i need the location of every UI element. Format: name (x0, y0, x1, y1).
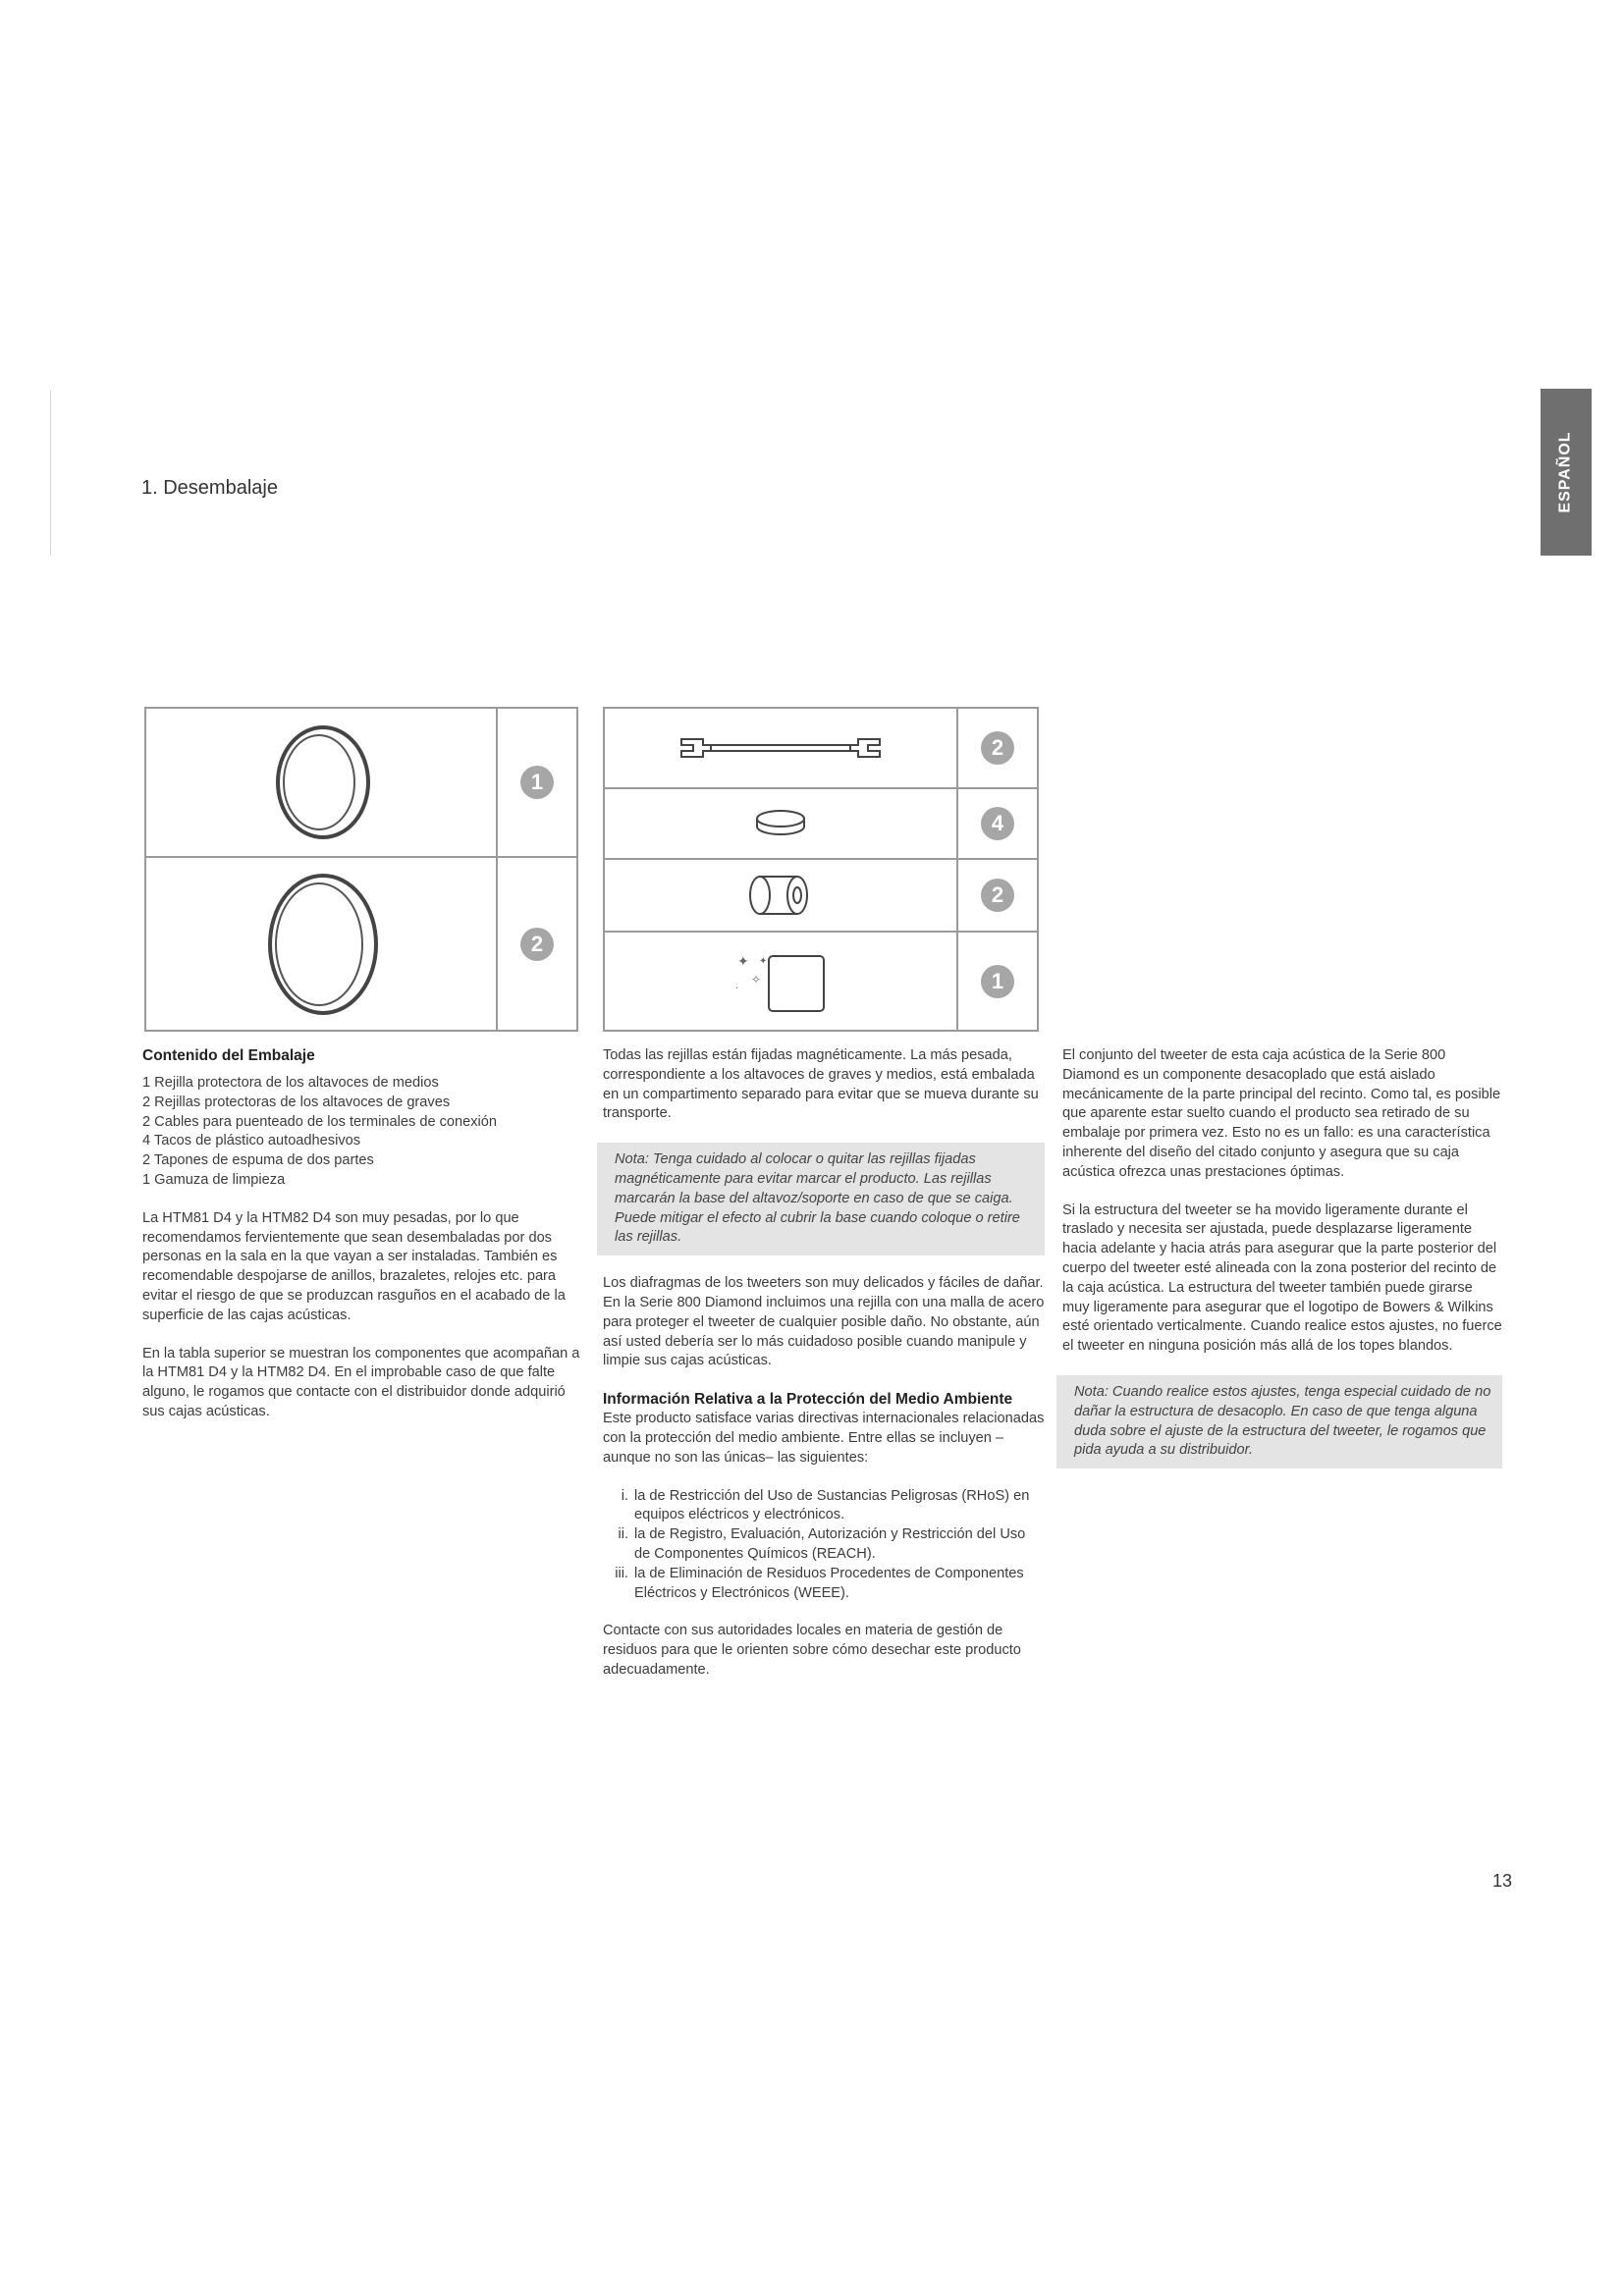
figure-count-cell (496, 858, 576, 1030)
foam-plug-icon (605, 860, 956, 931)
figure-count-cell (956, 860, 1037, 931)
page-number: 13 (1492, 1871, 1513, 1891)
column-grilles-environment (603, 1046, 1045, 1699)
environment-heading: Información Relativa a la Protección del Medio Ambiente (603, 1391, 1013, 1409)
svg-text:✦: ✦ (737, 953, 749, 970)
paragraph: El conjunto del tweeter de esta caja acústica de la Serie 800 Diamond es un componente desacoplado que está aislado mecánicamente de la parte principal del recinto. Como tal, es posible que aparente estar suelto cuando el producto sea retirado de su embalaje por primera vez. Esto no es un fallo: es una característica inherente del diseño del citado conjunto y asegura que su caja acústica ofrezca unas prestaciones óptimas. (1062, 1047, 1501, 1180)
figure-count-cell (956, 789, 1037, 858)
figure-row-cleaning-cloth (605, 933, 1037, 1030)
contents-heading: Contenido del Embalaje (142, 1047, 315, 1064)
list-number: iii. (615, 1565, 628, 1581)
bridging-cable-icon (605, 709, 956, 787)
count-badge: 1 (981, 965, 1014, 998)
figure-row-foam-plug (605, 860, 1037, 933)
figure-row-bridging-cable (605, 709, 1037, 789)
rubber-foot-icon (605, 789, 956, 858)
svg-text:·: · (735, 983, 739, 994)
cleaning-cloth-icon (605, 933, 956, 1030)
figure-count-cell (956, 709, 1037, 787)
count-badge: 4 (981, 807, 1014, 840)
list-number: ii. (618, 1526, 628, 1543)
paragraph: La HTM81 D4 y la HTM82 D4 son muy pesadas, por lo que recomendamos fervientemente que sean desembaladas por dos personas en la sala en la que vayan a ser instaladas. También es recomendable despojarse de anillos, brazaletes, relojes etc. para evitar el riesgo de que se produzcan rasguños en el acabado de la superficie de las cajas acústicas. (142, 1209, 566, 1323)
list-item: 2 Rejillas protectoras de los altavoces de graves (142, 1094, 451, 1110)
list-number: i. (621, 1487, 628, 1504)
paragraph: En la tabla superior se muestran los componentes que acompañan a la HTM81 D4 y la HTM82 D4. En el improbable caso de que falte alguno, le rogamos que contacte con el distribuidor donde adquirió sus cajas acústicas. (142, 1345, 580, 1419)
count-badge: 2 (981, 731, 1014, 765)
grille-medium-icon (146, 709, 496, 856)
list-item: 2 Cables para puenteado de los terminales de conexión (142, 1113, 498, 1130)
contents-list (142, 1074, 582, 1191)
list-item (603, 1487, 1045, 1526)
figure-row-bass-grille (146, 858, 576, 1030)
paragraph: Contacte con sus autoridades locales en materia de gestión de residuos para que le orienten sobre cómo desechar este producto adecuadamente. (603, 1623, 1021, 1678)
list-item: 4 Tacos de plástico autoadhesivos (142, 1133, 361, 1149)
list-item (603, 1565, 1045, 1604)
count-badge: 2 (520, 928, 554, 961)
paragraph: Este producto satisface varias directivas internacionales relacionadas con la protección del medio ambiente. Entre ellas se incluyen –aunque no son las únicas– las siguientes: (603, 1411, 1045, 1466)
section-title: 1. Desembalaje (141, 477, 278, 499)
language-tab (1541, 389, 1592, 556)
list-item: 1 Gamuza de limpieza (142, 1171, 286, 1188)
note-box: Nota: Cuando realice estos ajustes, tenga especial cuidado de no dañar la estructura de desacoplo. En caso de que tenga alguna duda sobre el ajuste de la estructura del tweeter, le rogamos que pida ayuda a su distribuidor. (1056, 1375, 1502, 1468)
language-tab-label: ESPAÑOL (1557, 431, 1574, 513)
count-badge: 1 (520, 766, 554, 799)
list-item: 2 Tapones de espuma de dos partes (142, 1152, 374, 1169)
list-text: la de Eliminación de Residuos Procedentes de Componentes Eléctricos y Electrónicos (WEEE). (634, 1565, 1024, 1601)
column-tweeter (1062, 1046, 1502, 1487)
column-contents (142, 1046, 582, 1441)
list-item: 1 Rejilla protectora de los altavoces de medios (142, 1075, 439, 1091)
count-badge: 2 (981, 879, 1014, 912)
grilles-figure (144, 707, 578, 1032)
list-item (603, 1525, 1045, 1565)
list-text: la de Registro, Evaluación, Autorización y Restricción del Uso de Componentes Químicos (REACH). (634, 1526, 1026, 1562)
margin-rule (50, 391, 51, 556)
figure-row-medium-grille (146, 709, 576, 858)
figure-count-cell (496, 709, 576, 856)
paragraph: Todas las rejillas están fijadas magnéticamente. La más pesada, correspondiente a los altavoces de graves y medios, está embalada en un compartimento separado para evitar que se mueva durante su transporte. (603, 1047, 1039, 1122)
svg-text:✧: ✧ (751, 972, 762, 987)
paragraph: Si la estructura del tweeter se ha movido ligeramente durante el traslado y necesita ser ajustada, puede desplazarse ligeramente hacia adelante y hacia atrás para asegurar que la parte posterior del cuerpo del tweeter esté alineada con la zona posterior del recinto de la caja acústica. La estructura del tweeter también puede girarse muy ligeramente para asegurar que el logotipo de Bowers & Wilkins esté orientado verticalmente. Cuando realice estos ajustes, no fuerce el tweeter en ninguna posición más allá de los topes blandos. (1062, 1201, 1502, 1355)
figure-row-rubber-foot (605, 789, 1037, 860)
note-box: Nota: Tenga cuidado al colocar o quitar las rejillas fijadas magnéticamente para evitar marcar el producto. Las rejillas marcarán la base del altavoz/soporte en caso de que se caiga. Puede mitigar el efecto al cubrir la base cuando coloque o retire las rejillas. (597, 1143, 1045, 1255)
grille-bass-icon (146, 858, 496, 1030)
directives-list (603, 1487, 1045, 1604)
list-text: la de Restricción del Uso de Sustancias Peligrosas (RHoS) en equipos eléctricos y electrónicos. (634, 1487, 1030, 1523)
paragraph: Los diafragmas de los tweeters son muy delicados y fáciles de dañar. En la Serie 800 Diamond incluimos una rejilla con una malla de acero para proteger el tweeter de cualquier posible daño. No obstante, aún así usted debería ser lo más cuidadoso posible cuando manipule y limpie sus cajas acústicas. (603, 1275, 1045, 1369)
figure-count-cell (956, 933, 1037, 1030)
svg-text:✦: ✦ (759, 955, 768, 967)
accessories-figure (603, 707, 1039, 1032)
